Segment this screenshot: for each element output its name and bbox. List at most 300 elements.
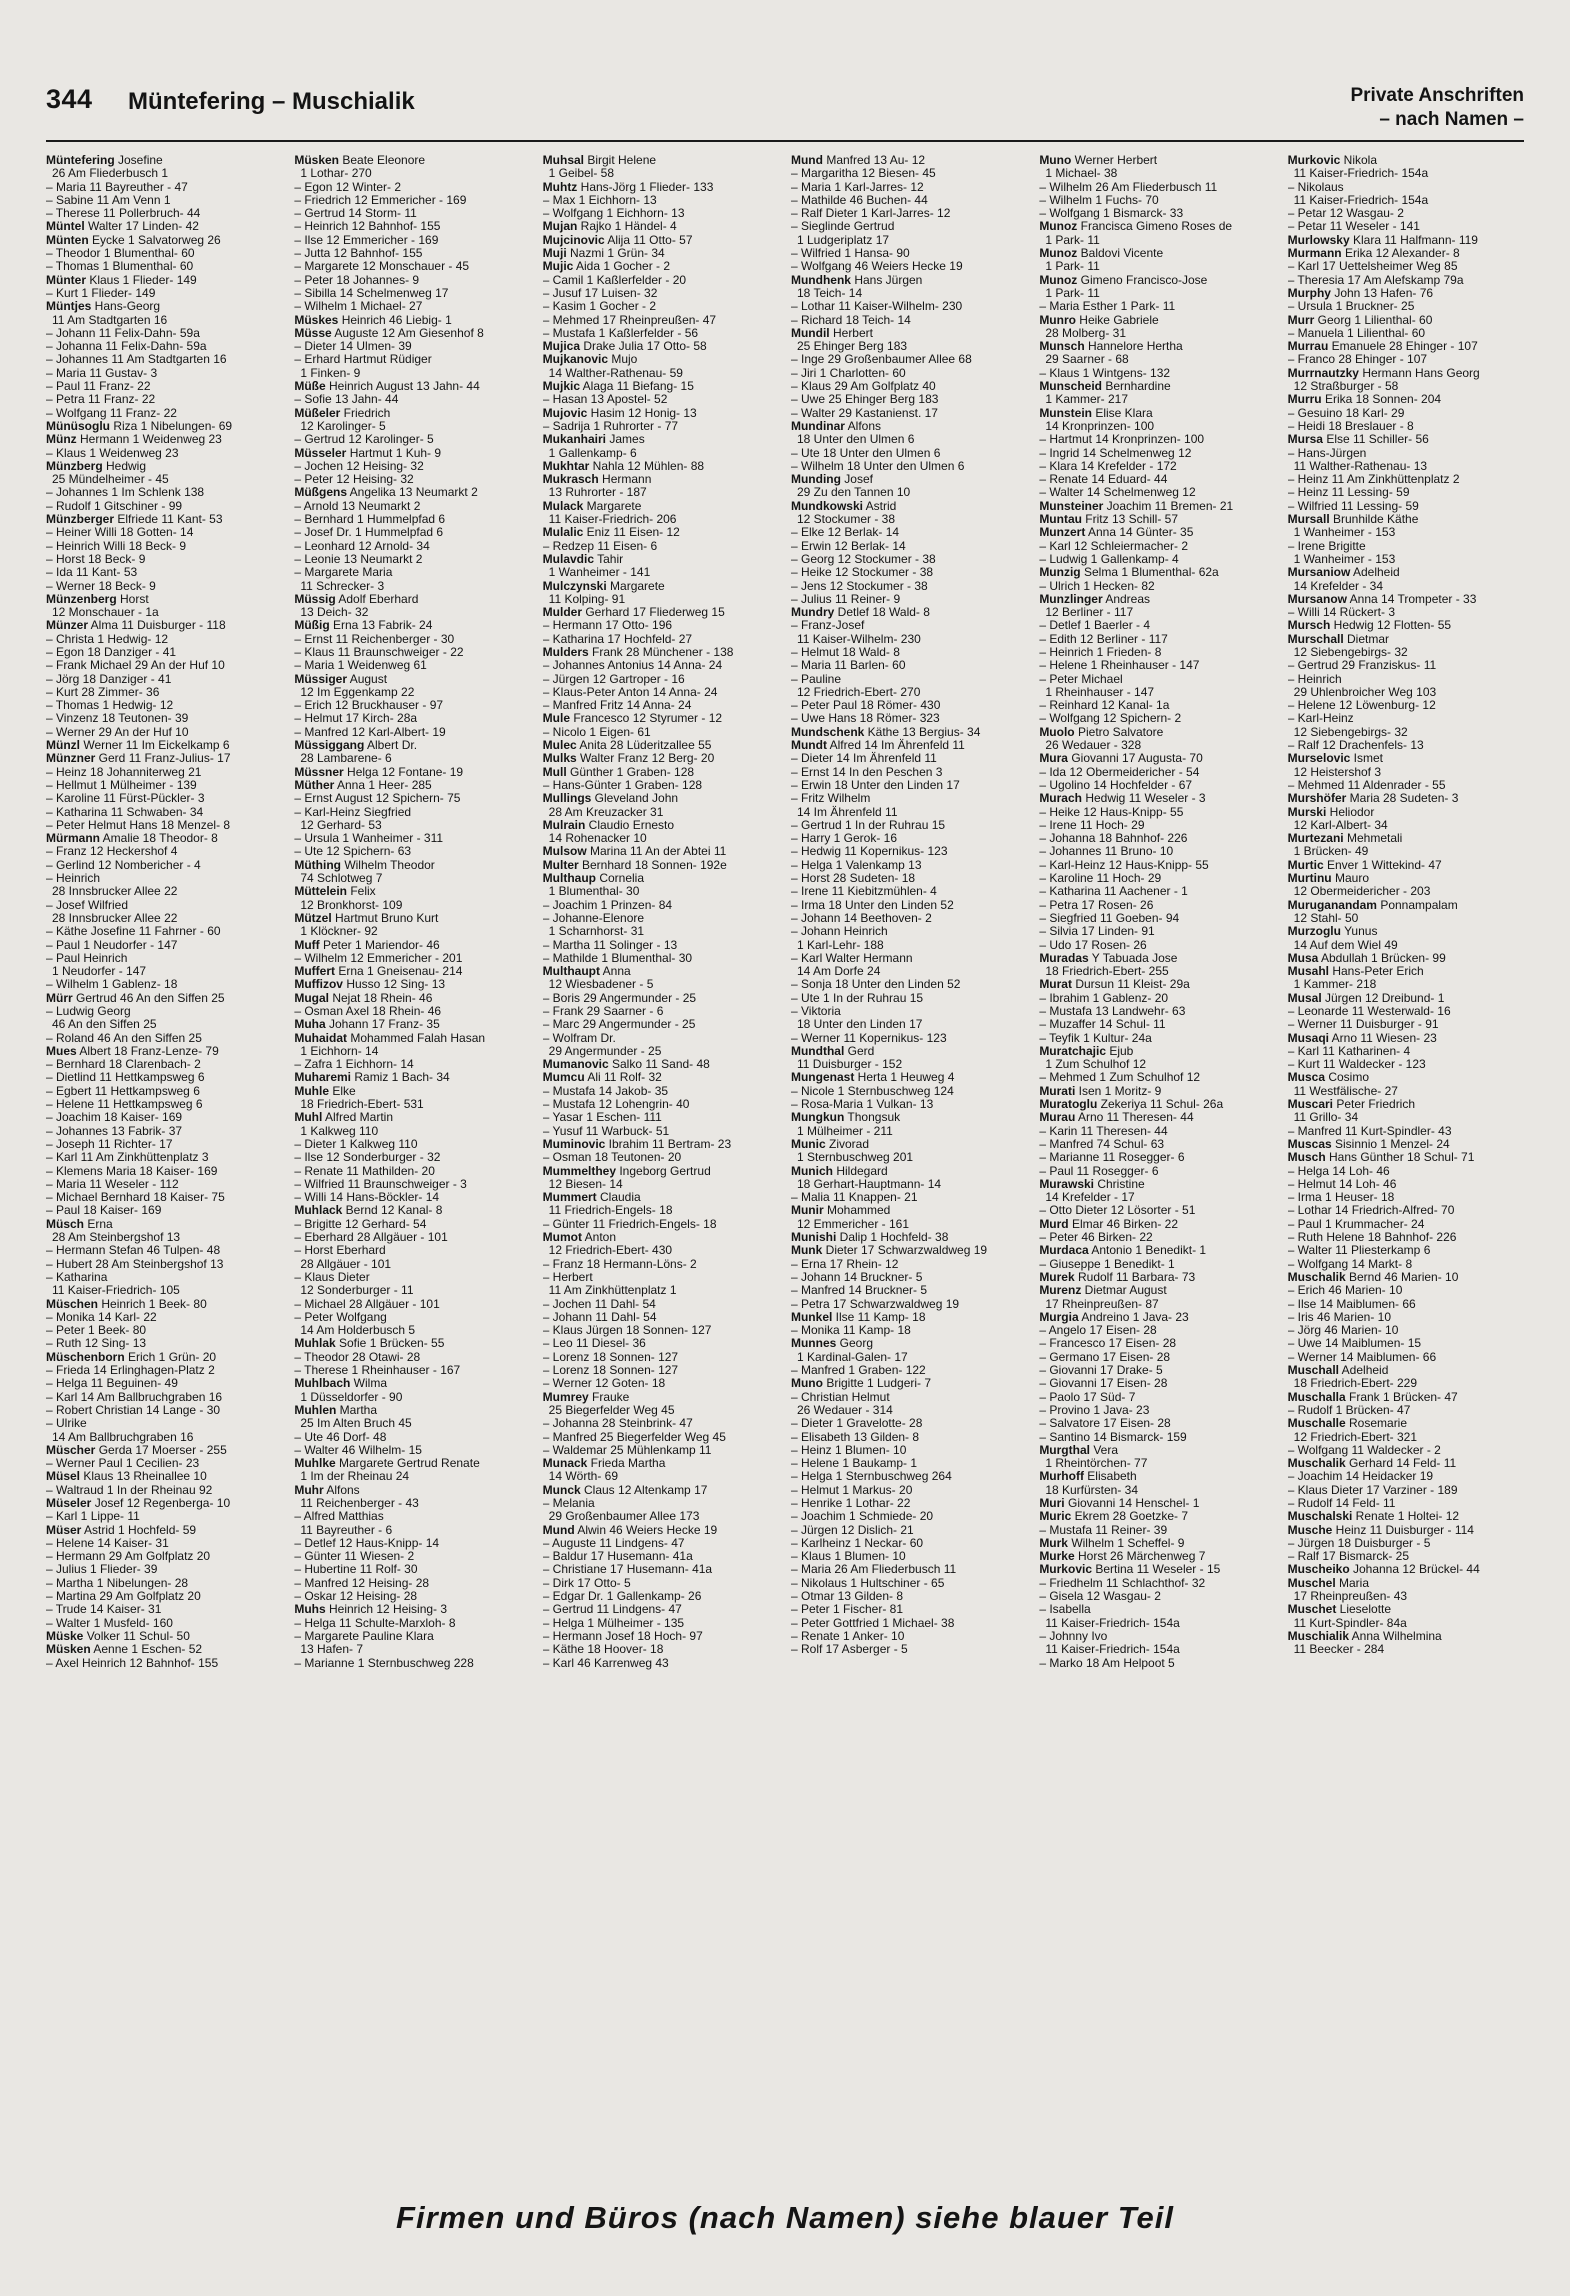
- directory-entry: – Walter 11 Pliesterkamp 6: [1287, 1243, 1431, 1258]
- directory-entry: – Lothar 11 Kaiser-Wilhelm- 230: [790, 299, 963, 314]
- directory-entry: Murtinu Mauro: [1287, 871, 1369, 886]
- directory-entry: – Manfred 12 Karl-Albert- 19: [294, 724, 446, 739]
- directory-entry: – Peter Michael: [1039, 671, 1123, 686]
- directory-entry: 14 Wörth- 69: [548, 1469, 619, 1484]
- directory-entry: – Peter 18 Johannes- 9: [294, 272, 420, 287]
- directory-entry: – Käthe 18 Hoover- 18: [542, 1642, 664, 1657]
- directory-entry: Musaqi Arno 11 Wiesen- 23: [1287, 1030, 1437, 1045]
- directory-entry: – Ida 12 Obermeidericher - 54: [1039, 764, 1200, 779]
- directory-entry: 18 Friedrich-Ebert- 229: [1293, 1376, 1418, 1391]
- directory-entry: – Hedwig 11 Kopernikus- 123: [790, 844, 948, 859]
- directory-entry: – Heinz 11 Am Zinkhüttenplatz 2: [1287, 472, 1460, 487]
- directory-entry: Muschalik Bernd 46 Marien- 10: [1287, 1269, 1459, 1284]
- directory-entry: 1 Zum Schulhof 12: [1045, 1057, 1147, 1072]
- directory-entry: – Lorenz 18 Sonnen- 127: [542, 1349, 679, 1364]
- directory-entry: Multhaup Cornelia: [542, 871, 645, 886]
- directory-entry: – Johnny Ivo: [1039, 1628, 1108, 1643]
- directory-entry: – Johann 14 Bruckner- 5: [790, 1269, 923, 1284]
- directory-entry: – Ralf 17 Bismarck- 25: [1287, 1549, 1410, 1564]
- directory-entry: 1 Kalkweg 110: [300, 1123, 379, 1138]
- directory-entry: Mujan Rajko 1 Händel- 4: [542, 219, 677, 234]
- directory-entry: – Christiane 17 Husemann- 41a: [542, 1562, 713, 1577]
- directory-entry: – Heinz 18 Johanniterweg 21: [46, 764, 202, 779]
- directory-entry: 12 Stockumer - 38: [796, 512, 896, 527]
- directory-entry: – Rosa-Maria 1 Vulkan- 13: [790, 1097, 934, 1112]
- directory-entry: Müntel Walter 17 Linden- 42: [46, 219, 199, 234]
- directory-entry: – Johannes 11 Am Stadtgarten 16: [46, 352, 227, 367]
- directory-entry: – Erich 46 Marien- 10: [1287, 1283, 1403, 1298]
- directory-entry: – Wolfgang 11 Franz- 22: [46, 405, 177, 420]
- directory-entry: – Irene 11 Hoch- 29: [1039, 817, 1145, 832]
- directory-entry: – Wilfried 11 Lessing- 59: [1287, 498, 1419, 513]
- directory-entry: – Marianne 11 Rosegger- 6: [1039, 1150, 1185, 1165]
- directory-entry: – Wolfgang 14 Markt- 8: [1287, 1256, 1413, 1271]
- directory-entry: 11 Kaiser-Wilhelm- 230: [796, 631, 921, 646]
- directory-entry: Müsch Erna: [46, 1216, 113, 1231]
- directory-entry: – Nikolaus 1 Hultschiner - 65: [790, 1575, 945, 1590]
- directory-entry: – Franz 18 Hermann-Löns- 2: [542, 1256, 697, 1271]
- directory-entry: – Heike 12 Stockumer - 38: [790, 565, 934, 580]
- directory-entry: Mulsow Marina 11 An der Abtei 11: [542, 844, 727, 859]
- directory-entry: 11 Reichenberger - 43: [300, 1495, 419, 1510]
- directory-entry: – Paolo 17 Süd- 7: [1039, 1389, 1136, 1404]
- directory-entry: – Elisabeth 13 Gilden- 8: [790, 1429, 920, 1444]
- directory-entry: 29 Zu den Tannen 10: [796, 485, 911, 500]
- directory-entry: 1 Scharnhorst- 31: [548, 924, 645, 939]
- directory-entry: – Werner 12 Goten- 18: [542, 1376, 666, 1391]
- directory-entry: – Sieglinde Gertrud: [790, 219, 895, 234]
- directory-entry: – Heinrich 1 Frieden- 8: [1039, 644, 1162, 659]
- directory-entry: – Ute 46 Dorf- 48: [294, 1429, 387, 1444]
- directory-entry: 14 Auf dem Wiel 49: [1293, 937, 1398, 952]
- directory-entry: – Friedhelm 11 Schlachthof- 32: [1039, 1575, 1206, 1590]
- directory-entry: – Maria 26 Am Fliederbusch 11: [790, 1562, 957, 1577]
- directory-entry: Musch Hans Günther 18 Schul- 71: [1287, 1150, 1475, 1165]
- directory-entry: 17 Rheinpreußen- 87: [1045, 1296, 1159, 1311]
- directory-entry: – Dieter 14 Im Ährenfeld 11: [790, 751, 937, 766]
- directory-entry: Murtic Enver 1 Wittekind- 47: [1287, 857, 1442, 872]
- directory-entry: – Erna 17 Rhein- 12: [790, 1256, 899, 1271]
- directory-entry: – Sibilla 14 Schelmenweg 17: [294, 285, 449, 300]
- directory-entry: – Hermann Stefan 46 Tulpen- 48: [46, 1243, 221, 1258]
- section-title-line2: – nach Namen –: [1379, 109, 1524, 130]
- directory-entry: 1 Kammer- 217: [1045, 392, 1129, 407]
- directory-entry: Munir Mohammed: [790, 1203, 891, 1218]
- directory-entry: Müser Astrid 1 Hochfeld- 59: [46, 1522, 197, 1537]
- directory-entry: Muscheiko Johanna 12 Brückel- 44: [1287, 1562, 1480, 1577]
- directory-entry: – Baldur 17 Husemann- 41a: [542, 1549, 693, 1564]
- directory-entry: Mujica Drake Julia 17 Otto- 58: [542, 339, 707, 354]
- directory-entry: Murat Dursun 11 Kleist- 29a: [1039, 977, 1190, 992]
- directory-entry: Mulks Walter Franz 12 Berg- 20: [542, 751, 715, 766]
- directory-entry: Munzert Anna 14 Günter- 35: [1039, 525, 1194, 540]
- directory-entry: – Peter Wolfgang: [294, 1309, 387, 1324]
- directory-entry: Mund Manfred 13 Au- 12: [790, 154, 926, 167]
- directory-entry: Murgthal Vera: [1039, 1442, 1119, 1457]
- directory-entry: Muscas Sisinnio 1 Menzel- 24: [1287, 1136, 1450, 1151]
- directory-entry: Müschenborn Erich 1 Grün- 20: [46, 1349, 217, 1364]
- directory-entry: 28 Innsbrucker Allee 22: [52, 884, 178, 899]
- directory-entry: – Julius 11 Reiner- 9: [790, 591, 901, 606]
- directory-entry: 11 Kolping- 91: [548, 591, 626, 606]
- directory-entry: – Walter 1 Musfeld- 160: [46, 1615, 173, 1630]
- directory-entry: – Nicole 1 Sternbuschweg 124: [790, 1083, 954, 1098]
- directory-entry: – Osman Axel 18 Rhein- 46: [294, 1004, 442, 1018]
- directory-entry: Murek Rudolf 11 Barbara- 73: [1039, 1269, 1196, 1284]
- directory-column-4: [791, 154, 1027, 2164]
- directory-entry: 11 Beecker - 284: [1293, 1642, 1385, 1657]
- directory-entry: Muschialik Anna Wilhelmina: [1287, 1628, 1442, 1643]
- directory-entry: Mukanhairi James: [542, 432, 645, 447]
- directory-entry: 11 Kurt-Spindler- 84a: [1293, 1615, 1407, 1630]
- directory-entry: – Jochen 11 Dahl- 54: [542, 1296, 656, 1311]
- directory-entry: 11 Duisburger - 152: [796, 1057, 903, 1072]
- directory-entry: 1 Finken- 9: [300, 365, 361, 380]
- directory-entry: – Frank 29 Saarner - 6: [542, 1004, 664, 1018]
- directory-entry: – Gesuino 18 Karl- 29: [1287, 405, 1405, 420]
- directory-entry: – Heiner Willi 18 Gotten- 14: [46, 525, 194, 540]
- directory-entry: – Karl-Heinz Siegfried: [294, 804, 412, 819]
- directory-entry: – Manfred 1 Graben- 122: [790, 1363, 926, 1378]
- directory-entry: Mulrain Claudio Ernesto: [542, 817, 675, 832]
- directory-entry: – Mustafa 12 Lohengrin- 40: [542, 1097, 690, 1112]
- directory-entry: Mürmann Amalie 18 Theodor- 8: [46, 831, 218, 846]
- directory-entry: – Christa 1 Hedwig- 12: [46, 631, 169, 646]
- directory-entry: 29 Uhlenbroicher Weg 103: [1293, 684, 1437, 699]
- directory-entry: – Oskar 12 Heising- 28: [294, 1589, 418, 1604]
- directory-entry: – Brigitte 12 Gerhard- 54: [294, 1216, 427, 1231]
- directory-entry: – Max 1 Eichhorn- 13: [542, 192, 657, 207]
- directory-entry: – Elke 12 Berlak- 14: [790, 525, 900, 540]
- directory-entry: – Edgar Dr. 1 Gallenkamp- 26: [542, 1589, 702, 1604]
- directory-entry: 1 Mülheimer - 211: [796, 1123, 893, 1138]
- directory-entry: Muschalik Gerhard 14 Feld- 11: [1287, 1456, 1457, 1471]
- directory-entry: – Karin 11 Theresen- 44: [1039, 1123, 1168, 1138]
- directory-entry: – Mathilde 1 Blumenthal- 30: [542, 950, 693, 965]
- directory-entry: – Karl 46 Karrenweg 43: [542, 1655, 669, 1670]
- directory-column-5: [1039, 154, 1275, 2164]
- section-title-line1: Private Anschriften: [1350, 85, 1524, 106]
- directory-entry: – Siegfried 11 Goeben- 94: [1039, 910, 1180, 925]
- directory-entry: Murdaca Antonio 1 Benedikt- 1: [1039, 1243, 1207, 1258]
- directory-entry: Muhl Alfred Martin: [294, 1110, 394, 1125]
- directory-entry: Münüsoglu Riza 1 Nibelungen- 69: [46, 418, 233, 433]
- directory-entry: 12 Bronkhorst- 109: [300, 897, 403, 912]
- directory-entry: 11 Kaiser-Friedrich- 154a: [1045, 1642, 1180, 1657]
- directory-entry: – Ursula 1 Bruckner- 25: [1287, 299, 1415, 314]
- directory-entry: – Walter 46 Wilhelm- 15: [294, 1442, 422, 1457]
- directory-entry: Munzlinger Andreas: [1039, 591, 1151, 606]
- directory-entry: 12 Berliner - 117: [1045, 605, 1134, 620]
- directory-entry: – Karlheinz 1 Neckar- 60: [790, 1535, 924, 1550]
- directory-entry: – Karoline 11 Hoch- 29: [1039, 871, 1162, 886]
- directory-entry: – Helga 1 Mülheimer - 135: [542, 1615, 685, 1630]
- directory-entry: Murkovic Nikola: [1287, 154, 1378, 167]
- directory-entry: – Johannes 11 Bruno- 10: [1039, 844, 1174, 859]
- directory-entry: 13 Ruhrorter - 187: [548, 485, 647, 500]
- directory-entry: – Osman 18 Teutonen- 20: [542, 1150, 682, 1165]
- directory-entry: Mumanovic Salko 11 Sand- 48: [542, 1057, 710, 1072]
- directory-entry: Mumrey Frauke: [542, 1389, 630, 1404]
- directory-entry: Muhaidat Mohammed Falah Hasan: [294, 1030, 486, 1045]
- directory-entry: – Udo 17 Rosen- 26: [1039, 937, 1147, 952]
- directory-entry: – Günter 11 Wiesen- 2: [294, 1549, 415, 1564]
- directory-entry: Müßeler Friedrich: [294, 405, 391, 420]
- directory-entry: – Klaus 1 Wintgens- 132: [1039, 365, 1171, 380]
- directory-entry: Mujkanovic Mujo: [542, 352, 638, 367]
- directory-entry: – Sadrija 1 Ruhrorter - 77: [542, 418, 679, 433]
- directory-entry: 1 Lothar- 270: [300, 166, 372, 181]
- directory-entry: – Thomas 1 Hedwig- 12: [46, 698, 174, 713]
- directory-entry: Müssiger August: [294, 671, 388, 686]
- directory-entry: – Gertrud 29 Franziskus- 11: [1287, 658, 1437, 673]
- directory-entry: – Karl 11 Am Zinkhüttenplatz 3: [46, 1150, 209, 1165]
- directory-entry: – Jürgen 12 Dislich- 21: [790, 1522, 914, 1537]
- directory-entry: Murk Wilhelm 1 Scheffel- 9: [1039, 1535, 1185, 1550]
- directory-entry: – Therese 1 Rheinhauser - 167: [294, 1363, 461, 1378]
- directory-entry: 14 Rohenacker 10: [548, 831, 647, 846]
- directory-entry: – Josef Dr. 1 Hummelpfad 6: [294, 525, 444, 540]
- directory-entry: – Walter 14 Schelmenweg 12: [1039, 485, 1196, 500]
- directory-entry: – Wilhelm 12 Emmericher - 201: [294, 950, 463, 965]
- directory-entry: Murkovic Bertina 11 Weseler - 15: [1039, 1562, 1221, 1577]
- directory-entry: Munkel Ilse 11 Kamp- 18: [790, 1309, 926, 1324]
- directory-entry: – Horst 28 Sudeten- 18: [790, 871, 916, 886]
- directory-entry: – Petar 11 Weseler - 141: [1287, 219, 1420, 234]
- directory-entry: 1 Neudorfer - 147: [52, 964, 147, 979]
- directory-entry: Mujkic Alaga 11 Biefang- 15: [542, 379, 694, 394]
- directory-entry: – Muzaffer 14 Schul- 11: [1039, 1017, 1166, 1032]
- directory-entry: – Mehmed 11 Aldenrader - 55: [1287, 777, 1446, 792]
- directory-entry: – Zafra 1 Eichhorn- 14: [294, 1057, 414, 1072]
- directory-entry: – Maria 11 Gustav- 3: [46, 365, 158, 380]
- directory-entry: – Hermann Josef 18 Hoch- 97: [542, 1628, 703, 1643]
- directory-entry: Munishi Dalip 1 Hochfeld- 38: [790, 1230, 949, 1245]
- directory-entry: – Rolf 17 Asberger - 5: [790, 1642, 908, 1657]
- directory-entry: – Josef Wilfried: [46, 897, 129, 912]
- directory-entry: Mulders Frank 28 Münchener - 138: [542, 644, 734, 659]
- directory-entry: – Klara 14 Krefelder - 172: [1039, 458, 1177, 473]
- directory-entry: 28 Innsbrucker Allee 22: [52, 910, 178, 925]
- directory-entry: 11 Kaiser-Friedrich- 206: [548, 512, 677, 527]
- directory-entry: – Wolfram Dr.: [542, 1030, 616, 1045]
- directory-entry: – Wilhelm 18 Unter den Ulmen 6: [790, 458, 965, 473]
- directory-entry: Münz Hermann 1 Weidenweg 23: [46, 432, 222, 447]
- directory-entry: Muschalla Frank 1 Brücken- 47: [1287, 1389, 1458, 1404]
- directory-entry: Muhr Alfons: [294, 1482, 360, 1497]
- directory-entry: – Axel Heinrich 12 Bahnhof- 155: [46, 1655, 219, 1670]
- directory-entry: – Petra 17 Rosen- 26: [1039, 897, 1154, 912]
- directory-entry: – Therese 11 Pollerbruch- 44: [46, 206, 201, 221]
- directory-entry: – Jochen 12 Heising- 32: [294, 458, 424, 473]
- directory-entry: 1 Ludgeriplatz 17: [796, 232, 890, 247]
- directory-entry: 29 Großenbaumer Allee 173: [548, 1509, 700, 1524]
- directory-entry: Murmann Erika 12 Alexander- 8: [1287, 246, 1460, 261]
- directory-entry: 1 Blumenthal- 30: [548, 884, 640, 899]
- page-title: Müntefering – Muschialik: [128, 88, 415, 115]
- directory-entry: Müntjes Hans-Georg: [46, 299, 161, 314]
- directory-entry: – Ruth Helene 18 Bahnhof- 226: [1287, 1230, 1457, 1245]
- directory-entry: Mursa Else 11 Schiller- 56: [1287, 432, 1429, 447]
- directory-entry: – Yasar 1 Eschen- 111: [542, 1110, 662, 1125]
- directory-entry: – Camil 1 Kaßlerfelder - 20: [542, 272, 687, 287]
- directory-entry: – Manuela 1 Lilienthal- 60: [1287, 325, 1426, 340]
- directory-entry: Müsken Aenne 1 Eschen- 52: [46, 1642, 203, 1657]
- directory-entry: Murselovic Ismet: [1287, 751, 1384, 766]
- directory-entry: 12 Im Eggenkamp 22: [300, 684, 415, 699]
- directory-entry: – Katharina: [46, 1269, 108, 1284]
- directory-entry: – Werner 11 Duisburger - 91: [1287, 1017, 1439, 1032]
- directory-entry: Muschalle Rosemarie: [1287, 1416, 1408, 1431]
- directory-entry: Müsel Klaus 13 Rheinallee 10: [46, 1469, 207, 1484]
- directory-entry: – Giovanni 17 Eisen- 28: [1039, 1376, 1168, 1391]
- directory-entry: 1 Wanheimer - 141: [548, 565, 651, 580]
- directory-entry: 1 Düsseldorfer - 90: [300, 1389, 403, 1404]
- directory-entry: 1 Eichhorn- 14: [300, 1043, 379, 1058]
- directory-entry: – Santino 14 Bismarck- 159: [1039, 1429, 1187, 1444]
- directory-entry: – Helga 11 Schulte-Marxloh- 8: [294, 1615, 456, 1630]
- directory-entry: 12 Friedrich-Ebert- 270: [796, 684, 921, 699]
- directory-entry: – Margarete Pauline Klara: [294, 1628, 434, 1643]
- directory-entry: – Renate 14 Eduard- 44: [1039, 472, 1168, 487]
- directory-entry: – Karl 1 Lippe- 11: [46, 1509, 140, 1524]
- directory-entry: Muradas Y Tabuada Jose: [1039, 950, 1178, 965]
- directory-entry: Müssig Adolf Eberhard: [294, 591, 419, 606]
- directory-entry: – Helmut 18 Wald- 8: [790, 644, 900, 659]
- directory-entry: – Heinrich 12 Bahnhof- 155: [294, 219, 441, 234]
- directory-entry: – Klaus 1 Blumen- 10: [790, 1549, 906, 1564]
- directory-entry: – Rudolf 14 Feld- 11: [1287, 1495, 1396, 1510]
- directory-entry: – Johannes Antonius 14 Anna- 24: [542, 658, 723, 673]
- directory-entry: – Günter 11 Friedrich-Engels- 18: [542, 1216, 717, 1231]
- directory-entry: – Waltraud 1 In der Rheinau 92: [46, 1482, 213, 1497]
- directory-entry: – Karl 17 Uettelsheimer Weg 85: [1287, 259, 1458, 274]
- directory-entry: – Walter 29 Kastanienst. 17: [790, 405, 938, 420]
- directory-entry: – Julius 1 Flieder- 39: [46, 1562, 158, 1577]
- directory-entry: – Petra 11 Franz- 22: [46, 392, 156, 407]
- directory-entry: – Rudolf 1 Brücken- 47: [1287, 1402, 1411, 1417]
- directory-column-3: [543, 154, 779, 2164]
- directory-entry: – Alfred Matthias: [294, 1509, 384, 1524]
- directory-entry: – Helmut 14 Loh- 46: [1287, 1176, 1397, 1191]
- directory-entry: – Paul 18 Kaiser- 169: [46, 1203, 162, 1218]
- directory-entry: – Francesco 17 Eisen- 28: [1039, 1336, 1177, 1351]
- directory-entry: – Johann 11 Felix-Dahn- 59a: [46, 325, 200, 340]
- directory-entry: Muschalski Renate 1 Holtei- 12: [1287, 1509, 1460, 1524]
- directory-entry: Muji Nazmi 1 Grün- 34: [542, 246, 665, 261]
- directory-entry: – Bernhard 18 Clarenbach- 2: [46, 1057, 201, 1072]
- directory-entry: Muno Brigitte 1 Ludgeri- 7: [790, 1376, 932, 1391]
- directory-entry: – Ingrid 14 Schelmenweg 12: [1039, 445, 1192, 460]
- directory-entry: – Edith 12 Berliner - 117: [1039, 631, 1168, 646]
- directory-entry: – Kasim 1 Gocher - 2: [542, 299, 657, 314]
- directory-entry: – Ernst 11 Reichenberger - 30: [294, 631, 455, 646]
- directory-entry: Muffizov Husso 12 Sing- 13: [294, 977, 446, 992]
- directory-entry: – Wolfgang 1 Eichhorn- 13: [542, 206, 685, 221]
- directory-entry: – Ernst August 12 Spichern- 75: [294, 791, 461, 806]
- directory-entry: 11 Friedrich-Engels- 18: [548, 1203, 673, 1218]
- directory-entry: – Harry 1 Gerok- 16: [790, 831, 898, 846]
- directory-entry: – Angelo 17 Eisen- 28: [1039, 1323, 1157, 1338]
- directory-entry: – Willi 14 Hans-Böckler- 14: [294, 1190, 440, 1205]
- directory-entry: Munstein Elise Klara: [1039, 405, 1153, 420]
- directory-entry: Mulczynski Margarete: [542, 578, 665, 593]
- directory-entry: – Michael 28 Allgäuer - 101: [294, 1296, 440, 1311]
- directory-entry: Mulalic Eniz 11 Eisen- 12: [542, 525, 680, 540]
- directory-entry: Muri Giovanni 14 Henschel- 1: [1039, 1495, 1200, 1510]
- directory-entry: 18 Friedrich-Ebert- 531: [300, 1097, 424, 1112]
- directory-entry: – Hermann 29 Am Golfplatz 20: [46, 1549, 211, 1564]
- directory-entry: Murau Arno 11 Theresen- 44: [1039, 1110, 1194, 1125]
- directory-entry: 12 Gerhard- 53: [300, 817, 382, 832]
- directory-entry: Murtezani Mehmetali: [1287, 831, 1403, 846]
- directory-entry: – Monika 14 Karl- 22: [46, 1309, 157, 1324]
- directory-entry: 28 Molberg- 31: [1045, 325, 1127, 340]
- directory-entry: Müssiggang Albert Dr.: [294, 738, 418, 753]
- directory-entry: Musa Abdullah 1 Brücken- 99: [1287, 950, 1446, 965]
- directory-entry: 29 Saarner - 68: [1045, 352, 1129, 367]
- directory-entry: 13 Deich- 32: [300, 605, 369, 620]
- directory-entry: 18 Teich- 14: [796, 285, 863, 300]
- directory-entry: – Hans-Günter 1 Graben- 128: [542, 777, 703, 792]
- directory-entry: – Kurt 28 Zimmer- 36: [46, 684, 160, 699]
- directory-entry: Muhlke Margarete Gertrud Renate: [294, 1456, 480, 1471]
- directory-entry: – Gertrud 1 In der Ruhrau 15: [790, 817, 946, 832]
- directory-entry: Muff Peter 1 Mariendor- 46: [294, 937, 440, 952]
- directory-entry: 12 Emmericher - 161: [796, 1216, 910, 1231]
- directory-entry: – Hans-Jürgen: [1287, 445, 1367, 460]
- directory-entry: – Mustafa 13 Landwehr- 63: [1039, 1004, 1186, 1018]
- directory-entry: – Helene 1 Rheinhauser - 147: [1039, 658, 1200, 673]
- directory-entry: – Jörg 46 Marien- 10: [1287, 1323, 1399, 1338]
- directory-entry: 11 Kaiser-Friedrich- 154a: [1293, 166, 1429, 181]
- directory-entry: Munnes Georg: [790, 1336, 874, 1351]
- directory-entry: – Joachim 1 Schmiede- 20: [790, 1509, 934, 1524]
- directory-entry: Munich Hildegard: [790, 1163, 888, 1178]
- directory-entry: – Gertrud 12 Karolinger- 5: [294, 432, 434, 447]
- directory-entry: 12 Heistershof 3: [1293, 764, 1382, 779]
- directory-entry: – Hubert 28 Am Steinbergshof 13: [46, 1256, 224, 1271]
- directory-entry: Muschall Adelheid: [1287, 1363, 1389, 1378]
- directory-entry: Muruganandam Ponnampalam: [1287, 897, 1458, 912]
- directory-entry: – Heike 12 Haus-Knipp- 55: [1039, 804, 1184, 819]
- directory-entry: – Yusuf 11 Warbuck- 51: [542, 1123, 670, 1138]
- directory-entry: – Karoline 11 Fürst-Pückler- 3: [46, 791, 205, 806]
- directory-entry: – Klaus Dieter: [294, 1269, 370, 1284]
- directory-entry: – Manfred Fritz 14 Anna- 24: [542, 698, 692, 713]
- directory-entry: – Giuseppe 1 Benedikt- 1: [1039, 1256, 1175, 1271]
- directory-entry: Münzberg Hedwig: [46, 458, 147, 473]
- directory-entry: Muhlak Sofie 1 Brücken- 55: [294, 1336, 445, 1351]
- directory-entry: – Monika 11 Kamp- 18: [790, 1323, 911, 1338]
- directory-entry: Mujovic Hasim 12 Honig- 13: [542, 405, 697, 420]
- directory-entry: – Johanna 11 Felix-Dahn- 59a: [46, 339, 207, 354]
- directory-entry: – Mustafa 14 Jakob- 35: [542, 1083, 669, 1098]
- directory-entry: – Joachim 18 Kaiser- 169: [46, 1110, 183, 1125]
- directory-entry: – Karl 12 Schleiermacher- 2: [1039, 538, 1189, 553]
- directory-entry: – Richard 18 Teich- 14: [790, 312, 911, 327]
- directory-entry: Muschel Maria: [1287, 1575, 1369, 1590]
- directory-entry: – Sabine 11 Am Venn 1: [46, 192, 171, 207]
- directory-entry: – Mehmed 1 Zum Schulhof 12: [1039, 1070, 1201, 1085]
- directory-entry: 12 Straßburger - 58: [1293, 379, 1399, 394]
- directory-entry: – Maria 11 Weseler - 112: [46, 1176, 179, 1191]
- directory-entry: – Otmar 13 Gilden- 8: [790, 1589, 904, 1604]
- directory-entry: 1 Kardinal-Galen- 17: [796, 1349, 908, 1364]
- directory-entry: 14 Krefelder - 17: [1045, 1190, 1135, 1205]
- directory-entry: 12 Friedrich-Ebert- 321: [1293, 1429, 1418, 1444]
- directory-entry: – Paul 11 Rosegger- 6: [1039, 1163, 1159, 1178]
